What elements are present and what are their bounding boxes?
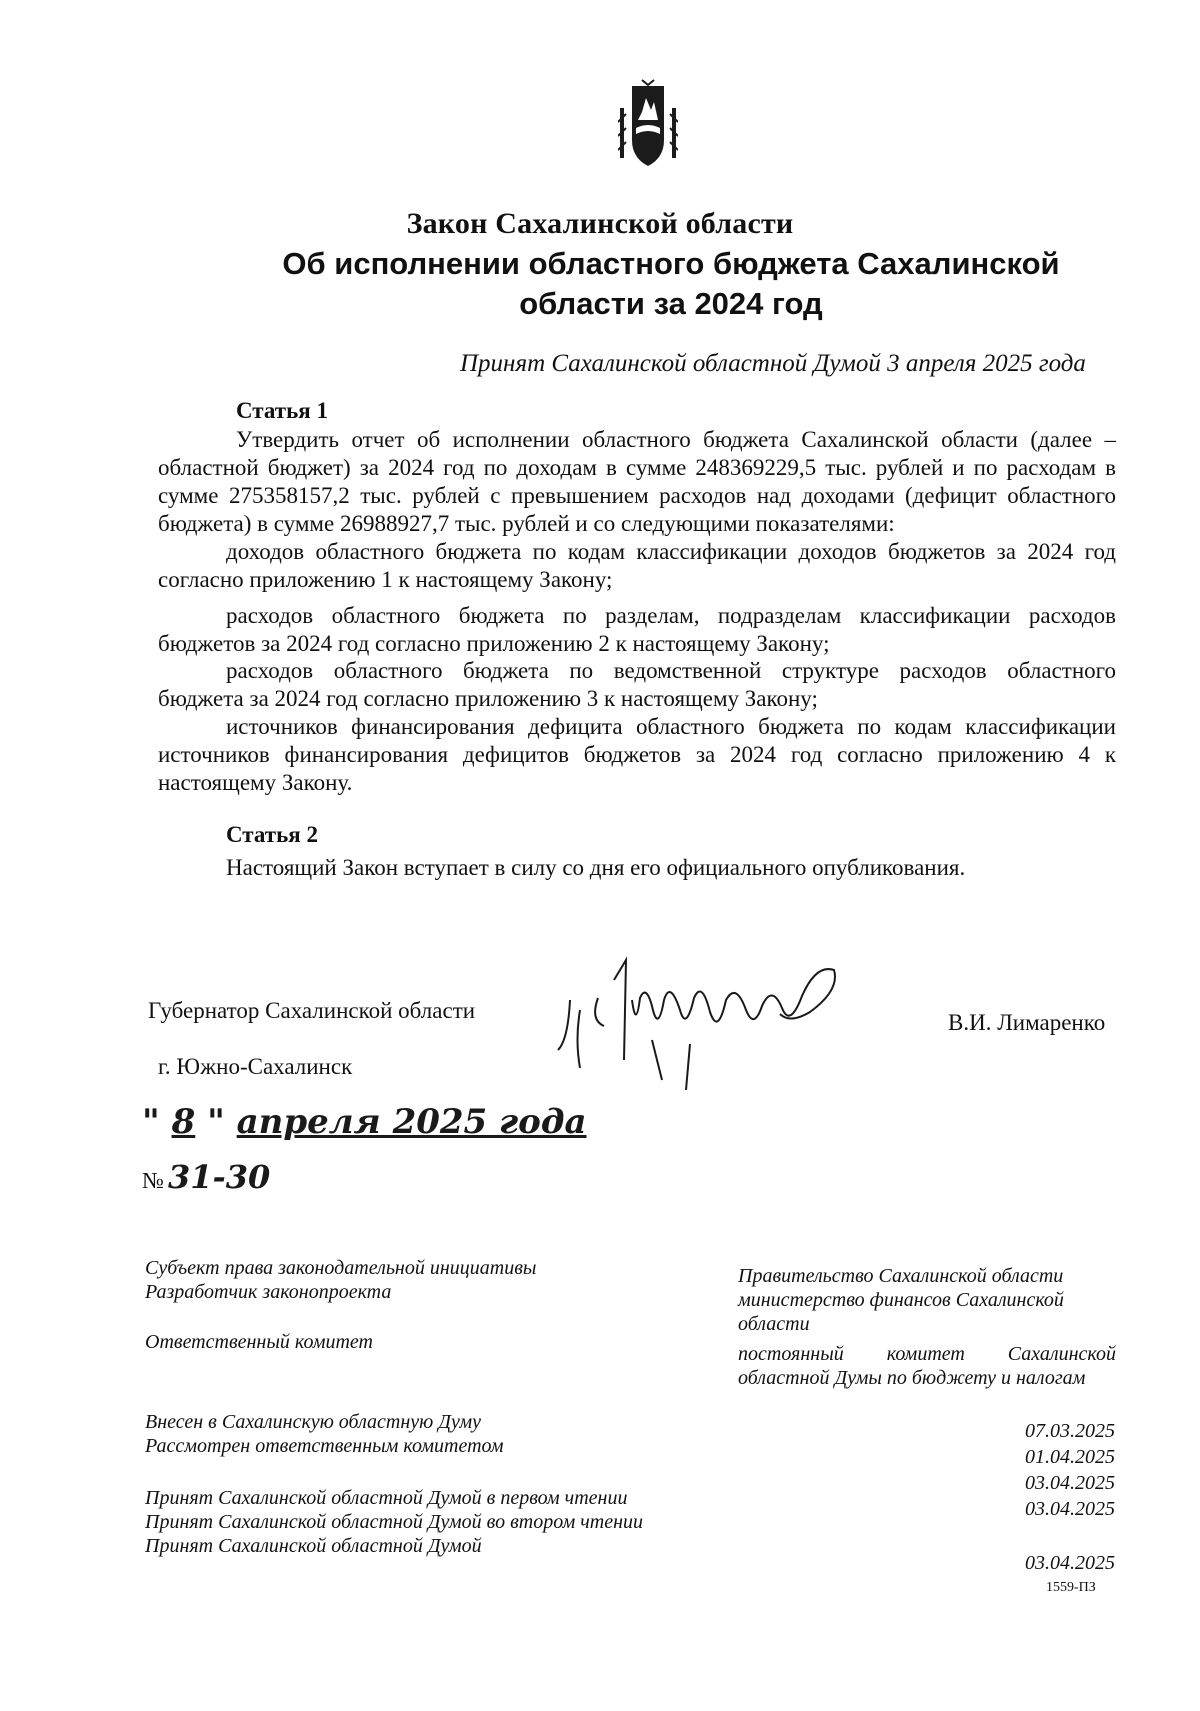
- article-2-text: Настоящий Закон вступает в силу со дня его официального опубликования.: [226, 855, 966, 880]
- meta-label-submitted: Внесен в Сахалинскую областную Думу: [145, 1411, 482, 1433]
- law-number: [142, 1158, 270, 1196]
- article-1-item-1-line: согласно приложению 1 к настоящему Закону;: [158, 567, 613, 592]
- article-1-item-3-line: бюджета за 2024 год согласно приложению 3 к настоящему Закону;: [158, 686, 818, 711]
- article-1-item-2-line: бюджетов за 2024 год согласно приложению 2 к настоящему Закону;: [158, 631, 830, 656]
- law-subtitle-line1: Об исполнении областного бюджета Сахалинской: [282, 246, 1060, 281]
- meta-value-committee: постоянный комитет Сахалинской областной Думы по бюджету и налогам: [738, 1343, 1116, 1389]
- adoption-note: Принят Сахалинской областной Думой 3 апреля 2025 года: [460, 350, 1086, 377]
- meta-label-first-reading: Принят Сахалинской областной Думой в первом чтении: [145, 1487, 628, 1509]
- meta-label-initiative: Субъект права законодательной инициативы: [145, 1257, 537, 1279]
- governor-name: В.И. Лимаренко: [948, 1010, 1106, 1035]
- meta-label-second-reading: Принят Сахалинской областной Думой во втором чтении: [145, 1511, 644, 1533]
- article-1-item-2-line: расходов областного бюджета по разделам, подразделам классификации расходов: [226, 603, 1116, 628]
- article-1-item-4-line: настоящему Закону.: [158, 770, 353, 795]
- article-1-item-1-line: доходов областного бюджета по кодам классификации доходов бюджетов за 2024 год: [226, 539, 1116, 564]
- article-1-item-4-line: источников финансирования дефицитов бюджетов за 2024 год согласно приложению 4 к: [158, 742, 1116, 767]
- article-1-text-line: областной бюджет) за 2024 год по доходам в сумме 248369229,5 тыс. рублей и по расходам в: [158, 455, 1116, 480]
- date-day: 8: [171, 1102, 196, 1142]
- meta-value-initiative: Правительство Сахалинской области: [738, 1265, 1064, 1287]
- article-2-heading: Статья 2: [226, 822, 318, 847]
- date-adopted: 03.04.2025: [1025, 1552, 1115, 1574]
- date-first-reading: 03.04.2025: [1025, 1472, 1115, 1494]
- law-number-value: 31-30: [167, 1158, 271, 1196]
- article-1-text-line: сумме 275358157,2 тыс. рублей с превышением расходов над доходами (дефицит областного: [158, 483, 1116, 508]
- signature-scribble: [540, 940, 880, 1090]
- meta-label-committee: Ответственный комитет: [145, 1331, 373, 1353]
- governor-position: Губернатор Сахалинской области: [148, 998, 476, 1023]
- article-1-item-3-line: расходов областного бюджета по ведомственной структуре расходов областного: [226, 658, 1116, 683]
- coat-of-arms-emblem: [618, 78, 678, 170]
- meta-label-developer: Разработчик законопроекта: [145, 1281, 392, 1303]
- law-title: Закон Сахалинской области: [406, 207, 794, 240]
- article-1-heading: Статья 1: [236, 398, 328, 423]
- date-second-reading: 03.04.2025: [1025, 1498, 1115, 1520]
- meta-label-adopted: Принят Сахалинской областной Думой: [145, 1535, 482, 1557]
- date-reviewed: 01.04.2025: [1025, 1446, 1115, 1468]
- law-subtitle: [236, 244, 1106, 324]
- signing-date: [142, 1102, 587, 1142]
- date-close-quote: ": [207, 1102, 225, 1142]
- date-month-year: апреля 2025 года: [236, 1102, 587, 1142]
- document-code: 1559-ПЗ: [1046, 1580, 1096, 1595]
- article-1-text-line: бюджета) в сумме 26988927,7 тыс. рублей и со следующими показателями:: [158, 511, 895, 536]
- law-subtitle-line2: области за 2024 год: [519, 286, 823, 321]
- meta-label-reviewed: Рассмотрен ответственным комитетом: [145, 1435, 504, 1457]
- article-1-item-4-line: источников финансирования дефицита областного бюджета по кодам классификации: [226, 714, 1116, 739]
- number-sign: №: [142, 1168, 164, 1193]
- date-submitted: 07.03.2025: [1025, 1420, 1115, 1442]
- city-name: г. Южно-Сахалинск: [158, 1054, 353, 1079]
- meta-value-developer: министерство финансов Сахалинской области: [738, 1289, 1064, 1335]
- date-open-quote: ": [142, 1102, 160, 1142]
- article-1-text-line: Утвердить отчет об исполнении областного бюджета Сахалинской области (далее –: [236, 427, 1116, 452]
